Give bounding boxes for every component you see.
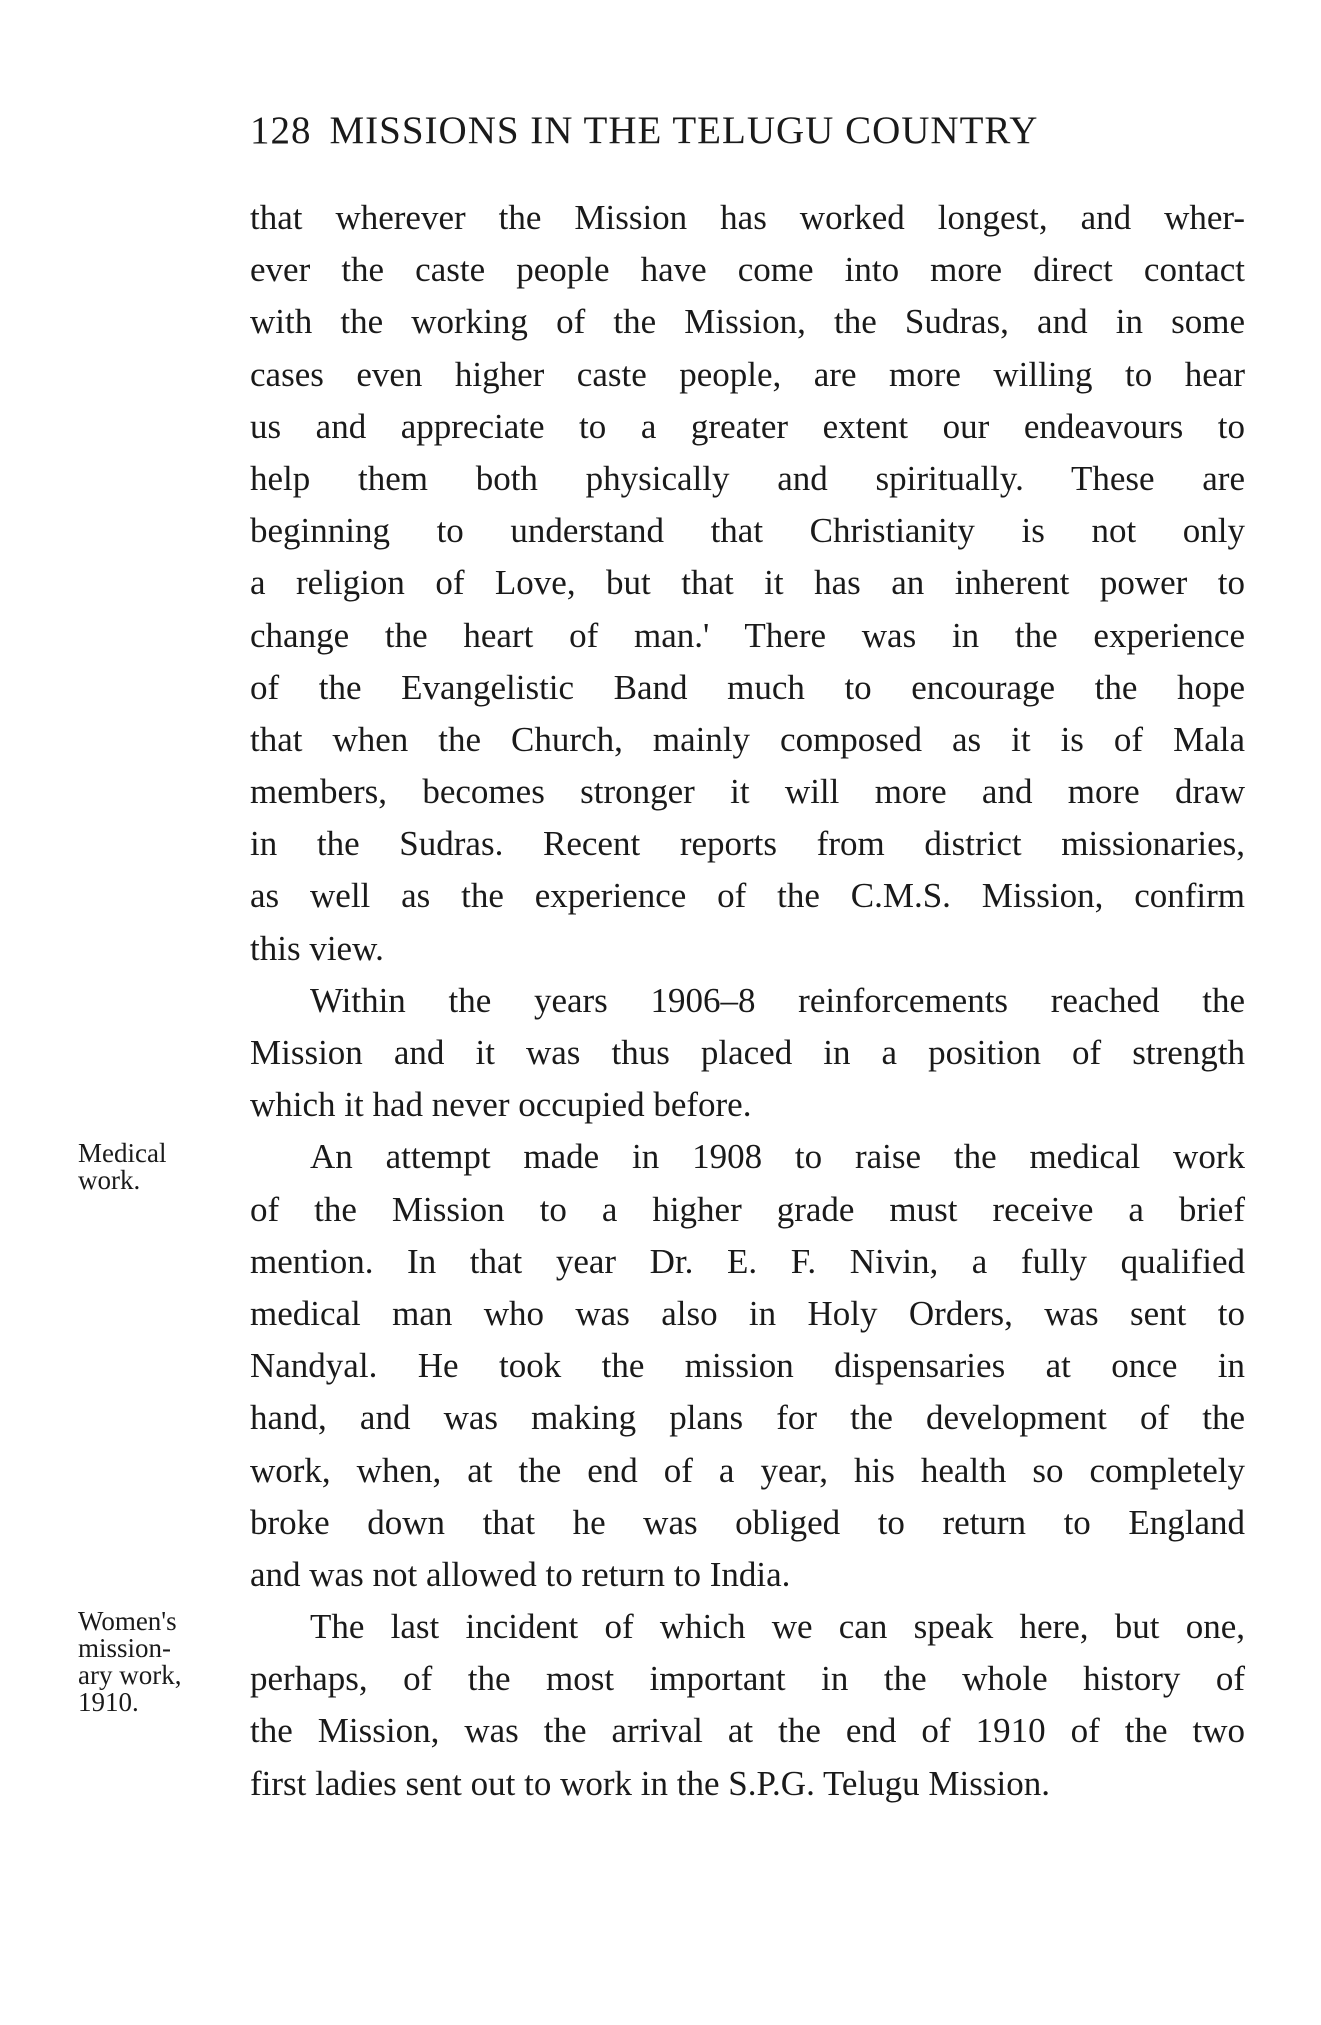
text-line: that wherever the Mission has worked longest, and wher- [250,198,1245,237]
text-line: this view. [250,928,384,968]
text-line: Nandyal. He took the mission dispensaries at once in [250,1346,1245,1386]
text-line: broke down that he was obliged to return to England [250,1502,1245,1542]
text-line: and was not allowed to return to India. [250,1554,791,1594]
text-line: of the Mission to a higher grade must receive a brief [250,1189,1245,1229]
text-line: with the working of the Mission, the Sudras, and in some [250,302,1245,342]
text-line: members, becomes stronger it will more and more draw [250,772,1245,812]
text-line: the Mission, was the arrival at the end of 1910 of the two [250,1711,1245,1751]
paragraph [250,1601,1245,1810]
text-line: as well as the experience of the C.M.S. Mission, confirm [250,876,1245,916]
text-line: of the Evangelistic Band much to encourage the hope [250,667,1245,707]
text-line: Within the years 1906–8 reinforcements reached the [310,980,1245,1020]
text-line: change the heart of man.' There was in the experience [250,615,1245,655]
margin-note-medical-work [78,1140,166,1194]
text-line: beginning to understand that Christianity is not only [250,511,1245,551]
paragraph [250,192,1245,975]
text-line: that when the Church, mainly composed as it is of Mala [250,719,1245,759]
text-line: which it had never occupied before. [250,1085,752,1125]
page-number: 128 [250,109,312,152]
text-line: us and appreciate to a greater extent our endeavours to [250,406,1245,446]
margin-note-line: Women's [78,1606,177,1636]
text-line: medical man who was also in Holy Orders, was sent to [250,1293,1245,1333]
margin-note-line: Medical [78,1138,167,1168]
text-line: work, when, at the end of a year, his health so completely [250,1450,1245,1490]
body-text [250,192,1245,1810]
running-title: MISSIONS IN THE TELUGU COUNTRY [329,109,1039,152]
margin-note-line: 1910. [78,1687,139,1717]
text-line: ever the caste people have come into more direct contact [250,250,1245,290]
text-line: a religion of Love, but that it has an inherent power to [250,563,1245,603]
text-line: Mission and it was thus placed in a position of strength [250,1033,1245,1072]
text-line: mention. In that year Dr. E. F. Nivin, a fully qualified [250,1241,1245,1281]
text-line: cases even higher caste people, are more willing to hear [250,354,1245,394]
margin-note-line: work. [78,1165,141,1195]
text-line: first ladies sent out to work in the S.P.G. Telugu Mission. [250,1763,1050,1803]
running-header [250,108,1260,153]
text-line: The last incident of which we can speak here, but one, [310,1607,1245,1647]
text-line: in the Sudras. Recent reports from district missionaries, [250,824,1245,864]
margin-note-line: ary work, [78,1660,182,1690]
text-line: An attempt made in 1908 to raise the medical work [310,1137,1245,1177]
paragraph [250,975,1245,1132]
paragraph [250,1131,1245,1601]
margin-note-line: mission- [78,1633,172,1663]
text-line: perhaps, of the most important in the whole history of [250,1659,1245,1699]
margin-note-womens-work [78,1608,181,1716]
text-line: help them both physically and spiritually. These are [250,458,1245,498]
text-line: hand, and was making plans for the development of the [250,1398,1245,1438]
